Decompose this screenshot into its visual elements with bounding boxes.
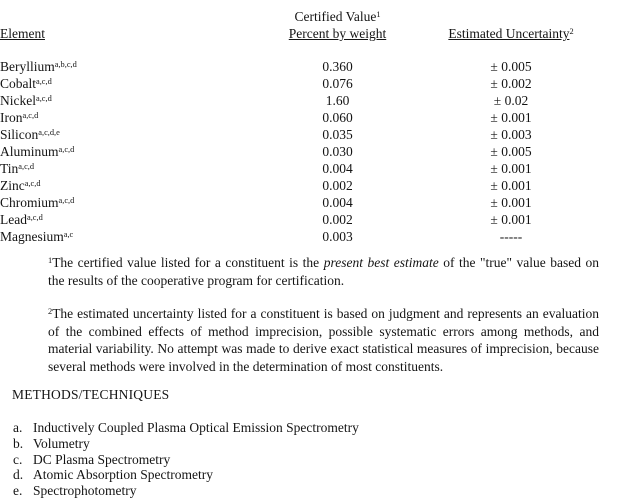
- element-method-sup: a,c,d: [26, 213, 43, 223]
- footnote-1-italic-text: present best estimate: [323, 255, 439, 270]
- method-item-text: Volumetry: [33, 435, 90, 451]
- certified-value: 0.002: [322, 178, 353, 193]
- table-header-top-row: [0, 8, 627, 25]
- element-name: Nickel: [0, 93, 36, 108]
- table-row: [0, 194, 627, 211]
- certified-value: 0.004: [322, 195, 353, 210]
- element-method-sup: a,c,d,e: [38, 128, 60, 138]
- methods-heading: METHODS/TECHNIQUES: [12, 387, 170, 402]
- uncertainty-value: ± 0.001: [490, 110, 532, 125]
- uncertainty-value: ± 0.005: [490, 59, 532, 74]
- certified-values-table: [0, 8, 627, 245]
- element-name: Magnesium: [0, 229, 64, 244]
- table-row: [0, 160, 627, 177]
- element-name: Tin: [0, 161, 19, 176]
- table-row: [0, 92, 627, 109]
- uncertainty-value: ± 0.005: [490, 144, 532, 159]
- element-name: Cobalt: [0, 76, 36, 91]
- footnote-1-text-end: of the "true" value based on the results of the cooperative program for certification.: [48, 255, 599, 288]
- uncertainty-value: ± 0.02: [493, 93, 529, 108]
- certified-value: 0.002: [322, 212, 353, 227]
- element-method-sup: a,c,d: [58, 196, 75, 206]
- method-item-text: Atomic Absorption Spectrometry: [33, 467, 213, 483]
- method-item: [13, 467, 627, 483]
- uncertainty-value: ± 0.001: [490, 178, 532, 193]
- element-name: Beryllium: [0, 59, 55, 74]
- table-row: [0, 42, 627, 75]
- col-header-certified-value-label: Certified Value: [294, 9, 377, 24]
- uncertainty-value: ± 0.003: [490, 127, 532, 142]
- element-name: Aluminum: [0, 144, 59, 159]
- footnote-1-marker: 1: [48, 256, 53, 266]
- col-header-percent-by-weight: Percent by weight: [288, 26, 387, 41]
- element-method-sup: a,c,d: [22, 111, 39, 121]
- element-name: Lead: [0, 212, 27, 227]
- table-row: [0, 143, 627, 160]
- element-method-sup: a,c,d: [36, 94, 52, 104]
- certified-value: 0.360: [322, 59, 353, 74]
- certified-value: 0.076: [322, 76, 353, 91]
- certified-value: 0.060: [322, 110, 353, 125]
- col-header-estimated-uncertainty: [448, 26, 573, 41]
- col-header-element: Element: [0, 26, 45, 41]
- table-row: [0, 228, 627, 245]
- element-method-sup: a,c,d: [24, 179, 41, 189]
- footnote-1: [48, 254, 599, 289]
- element-method-sup: a,c,d: [58, 145, 75, 155]
- element-method-sup: a,b,c,d: [54, 60, 77, 70]
- element-name: Chromium: [0, 195, 59, 210]
- element-name: Silicon: [0, 127, 39, 142]
- table-row: [0, 75, 627, 92]
- method-item-letter: b.: [13, 435, 24, 451]
- method-item-letter: e.: [13, 483, 23, 498]
- certified-value: 0.030: [322, 144, 353, 159]
- certified-value: 1.60: [325, 93, 350, 108]
- uncertainty-value: ± 0.001: [490, 195, 532, 210]
- table-row: [0, 211, 627, 228]
- table-header-row: [0, 25, 627, 42]
- col-header-estimated-uncertainty-label: Estimated Uncertainty: [448, 26, 570, 41]
- uncertainty-value: -----: [499, 229, 523, 244]
- footnote-1-text: The certified value listed for a constituent is the: [52, 255, 324, 270]
- method-item-text: Spectrophotometry: [33, 483, 137, 498]
- method-item-letter: d.: [13, 467, 24, 483]
- footnote-2: [48, 305, 599, 375]
- element-name: Zinc: [0, 178, 25, 193]
- footnote-2-marker: 2: [48, 307, 53, 317]
- element-method-sup: a,c: [63, 230, 74, 240]
- footnote-marker-2: 2: [569, 27, 574, 37]
- method-item-text: DC Plasma Spectrometry: [33, 451, 171, 467]
- table-row: [0, 126, 627, 143]
- uncertainty-value: ± 0.002: [490, 76, 532, 91]
- element-name: Iron: [0, 110, 23, 125]
- element-method-sup: a,c,d: [36, 77, 52, 87]
- method-item: [13, 436, 627, 452]
- element-method-sup: a,c,d: [18, 162, 35, 172]
- col-header-certified-value: [294, 9, 380, 24]
- methods-list: [0, 420, 627, 498]
- method-item: [13, 483, 627, 498]
- method-item: [13, 452, 627, 468]
- footnote-marker-1: 1: [376, 10, 381, 20]
- footnote-2-text: The estimated uncertainty listed for a constituent is based on judgment and represents an evaluation of the combined effects of method imprecision, possible systematic errors among methods, and material variability. No attempt was made to derive exact statistical measures of imprecision, because several methods were involved in the determination of most constituents.: [48, 306, 599, 374]
- uncertainty-value: ± 0.001: [490, 212, 532, 227]
- table-row: [0, 177, 627, 194]
- certified-value: 0.003: [322, 229, 353, 244]
- certified-value: 0.035: [322, 127, 353, 142]
- uncertainty-value: ± 0.001: [490, 161, 532, 176]
- method-item-text: Inductively Coupled Plasma Optical Emission Spectrometry: [33, 420, 359, 435]
- table-row: [0, 109, 627, 126]
- method-item: [13, 420, 627, 436]
- certified-value: 0.004: [322, 161, 353, 176]
- method-item-letter: a.: [13, 420, 23, 435]
- method-item-letter: c.: [13, 451, 23, 467]
